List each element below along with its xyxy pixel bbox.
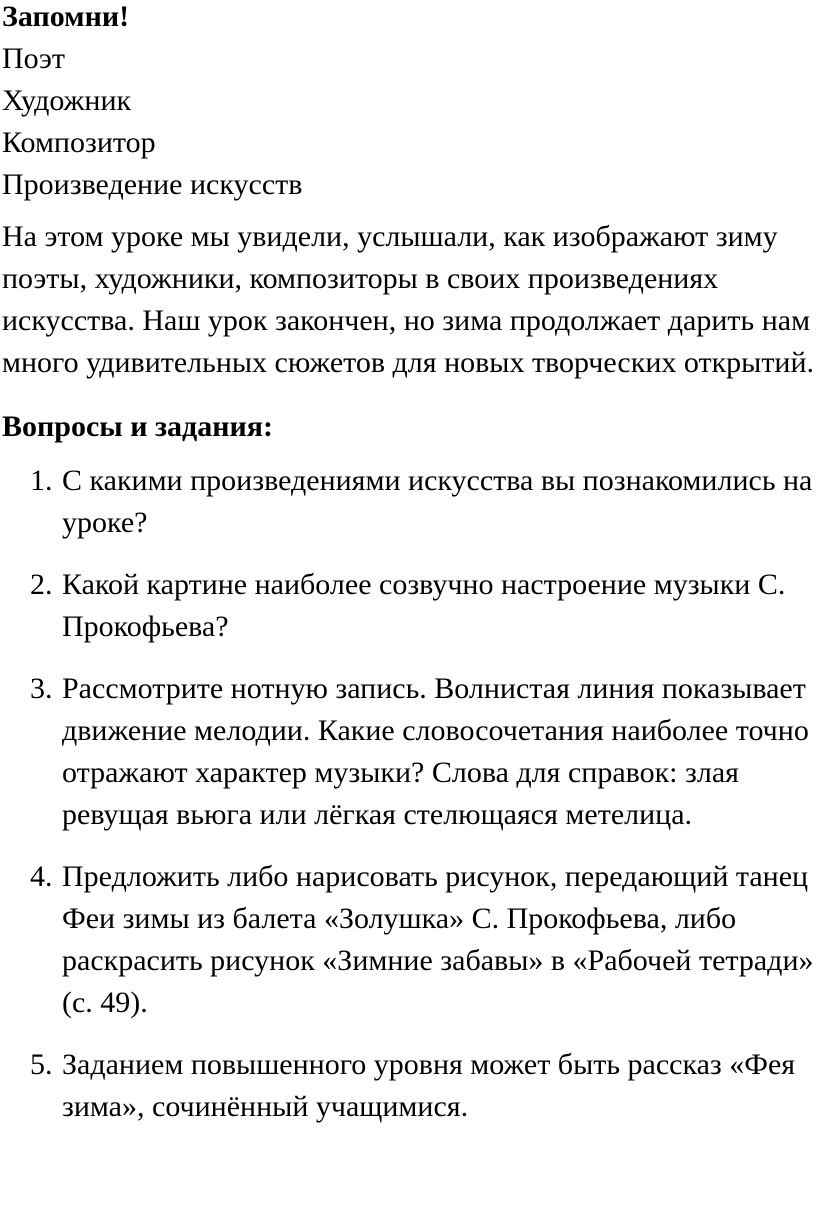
question-item xyxy=(2,1044,816,1128)
question-number: 5. xyxy=(30,1048,53,1081)
question-item xyxy=(2,564,816,648)
question-number: 2. xyxy=(30,568,53,601)
question-text: Рассмотрите нотную запись. Волнистая линия показывает движение мелодии. Какие словосочетания наиболее точно отражают характер музыки? Слова для справок: злая ревущая вьюга или лёгкая стелющаяся метелица. xyxy=(62,672,809,831)
term-item: Композитор xyxy=(2,126,156,159)
lesson-summary-paragraph: На этом уроке мы увидели, услышали, как изображают зиму поэты, художники, композиторы в своих произведениях искусства. Наш урок закончен, но зима продолжает дарить нам много удивительных сюжетов для новых творческих открытий. xyxy=(2,220,815,379)
terms-list xyxy=(2,38,816,206)
question-text: С какими произведениями искусства вы познакомились на уроке? xyxy=(62,464,813,539)
questions-list xyxy=(2,460,816,1128)
question-item xyxy=(2,668,816,836)
question-number: 3. xyxy=(30,672,53,705)
question-number: 4. xyxy=(30,860,53,893)
question-item xyxy=(2,460,816,544)
question-text: Заданием повышенного уровня может быть рассказ «Фея зима», сочинённый учащимися. xyxy=(62,1048,796,1123)
term-item: Художник xyxy=(2,84,132,117)
question-item xyxy=(2,856,816,1024)
question-text: Предложить либо нарисовать рисунок, передающий танец Феи зимы из балета «Золушка» С. Прокофьева, либо раскрасить рисунок «Зимние забавы» в «Рабочей тетради» (с. 49). xyxy=(62,860,814,1019)
question-number: 1. xyxy=(30,464,53,497)
question-text: Какой картине наиболее созвучно настроение музыки С. Прокофьева? xyxy=(62,568,786,643)
remember-heading: Запомни! xyxy=(2,0,130,33)
term-item: Поэт xyxy=(2,42,66,75)
questions-heading: Вопросы и задания: xyxy=(2,410,274,443)
term-item: Произведение искусств xyxy=(2,168,303,201)
